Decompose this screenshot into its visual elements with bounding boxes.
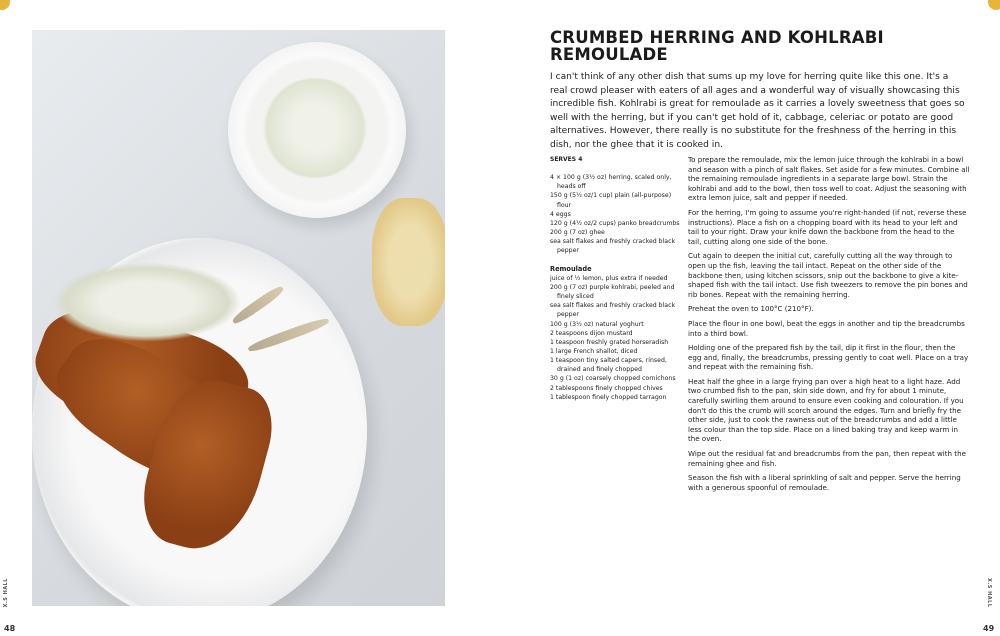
ingredient-item: 30 g (1 oz) coarsely chopped cornichons	[550, 375, 676, 383]
recipe-intro: I can't think of any other dish that sums up my love for herring quite like this one. It's a real crowd pleaser with eaters of all ages and a wonderful way of visually showcasing this incredible fish. Kohlrabi is great for remoulade as it carries a lovely sweetness that goes so well with the herring, but if you can't get hold of it, cabbage, celeriac or potato are good alternatives. However, there really is no substitute for the freshness of the herring in this dish, nor the ghee that it is cooked in.	[550, 72, 965, 150]
corner-marker-right	[988, 0, 1000, 10]
ghee-glass	[372, 198, 445, 326]
ingredient-item: 200 g (7 oz) ghee	[550, 229, 605, 237]
recipe-title: CRUMBED HERRING AND KOHLRABI REMOULADE	[550, 28, 884, 64]
method-step: Season the fish with a liberal sprinkling of salt and pepper. Serve the herring with a generous spoonful of remoulade.	[688, 473, 961, 492]
method-step: For the herring, I'm going to assume you're right-handed (if not, reverse these instructions). Place a fish on a chopping board with its head to your left and tail to your right. Draw your knife down the backbone from the head to the tail, cutting along one side of the bone.	[688, 207, 967, 246]
corner-marker-left	[0, 0, 10, 10]
ingredient-item: sea salt flakes and freshly cracked black pepper	[550, 302, 676, 319]
method-step: Wipe out the residual fat and breadcrumbs from the pan, then repeat with the remaining ghee and fish.	[688, 449, 966, 468]
page-number-left: 48	[4, 624, 16, 633]
method-step: Heat half the ghee in a large frying pan over a high heat to a light haze. Add two crumbed fish to the pan, skin side down, and fry for about 1 minute, carefully swirling them around to ensure even cooking and colouration. If you don't do this the crumb will scorch around the edges. Turn and briefly fry the other side, just to cook the rawness out of the breadcrumbs and add a little less colour than the top side. Place on a lined baking tray and keep warm in the oven.	[688, 376, 964, 444]
kohlrabi-slaw	[52, 262, 242, 342]
method	[688, 155, 970, 497]
ingredient-item: 1 tablespoon finely chopped tarragon	[550, 393, 667, 401]
remoulade	[260, 78, 370, 178]
dish-photo	[32, 30, 445, 606]
ingredient-item: 2 tablespoons finely chopped chives	[550, 384, 663, 392]
ingredient-item: 200 g (7 oz) purple kohlrabi, peeled and finely sliced	[550, 283, 675, 301]
ingredient-item: 120 g (4½ oz/2 cups) panko breadcrumbs	[550, 219, 680, 227]
remoulade-heading: Remoulade	[550, 264, 592, 273]
running-footer-right: X.S HALL	[986, 578, 992, 608]
serves-label: SERVES 4	[550, 156, 583, 163]
ingredient-item: 4 × 100 g (3½ oz) herring, scaled only, heads off	[550, 174, 672, 191]
ingredient-item: 100 g (3½ oz) natural yoghurt	[550, 320, 644, 328]
ingredient-item: juice of ½ lemon, plus extra if needed	[550, 274, 668, 282]
ingredient-item: 1 teaspoon tiny salted capers, rinsed, drained and finely chopped	[550, 357, 667, 374]
method-step: Place the flour in one bowl, beat the eggs in another and tip the breadcrumbs into a third bowl.	[688, 318, 965, 338]
method-step: Preheat the oven to 100°C (210°F).	[688, 304, 814, 314]
running-footer-left: X.S HALL	[3, 578, 9, 608]
ingredients	[550, 155, 685, 402]
ingredient-item: 2 teaspoons dijon mustard	[550, 329, 633, 337]
ingredient-item: 150 g (5½ oz/1 cup) plain (all-purpose) flour	[550, 192, 672, 209]
ingredient-item: sea salt flakes and freshly cracked black pepper	[550, 238, 676, 255]
ingredient-item: 4 eggs	[550, 210, 571, 218]
ingredient-item: 1 large French shallot, diced	[550, 347, 638, 355]
page-number-right: 49	[983, 624, 995, 633]
method-step: To prepare the remoulade, mix the lemon juice through the kohlrabi in a bowl and season with a pinch of salt flakes. Set aside for a few minutes. Combine all the remaining remoulade ingredients in a separate large bowl. Strain the kohlrabi and add to the bowl, then toss well to coat. Adjust the seasoning with extra lemon juice, salt and pepper if needed.	[688, 155, 970, 203]
method-step: Holding one of the prepared fish by the tail, dip it first in the flour, then the egg and, finally, the breadcrumbs, pressing gently to coat well. Place on a tray and repeat with the remaining fish.	[688, 343, 969, 372]
method-step: Cut again to deepen the initial cut, carefully cutting all the way through to open up the fish, leaving the tail intact. Repeat on the other side of the backbone then, using kitchen scissors, snip out the backbone to give a kite-shaped fish with the tail intact. Use fish tweezers to remove the pin bones and rib bones. Repeat with the remaining herring.	[688, 251, 968, 299]
ingredient-item: 1 teaspoon freshly grated horseradish	[550, 338, 669, 346]
